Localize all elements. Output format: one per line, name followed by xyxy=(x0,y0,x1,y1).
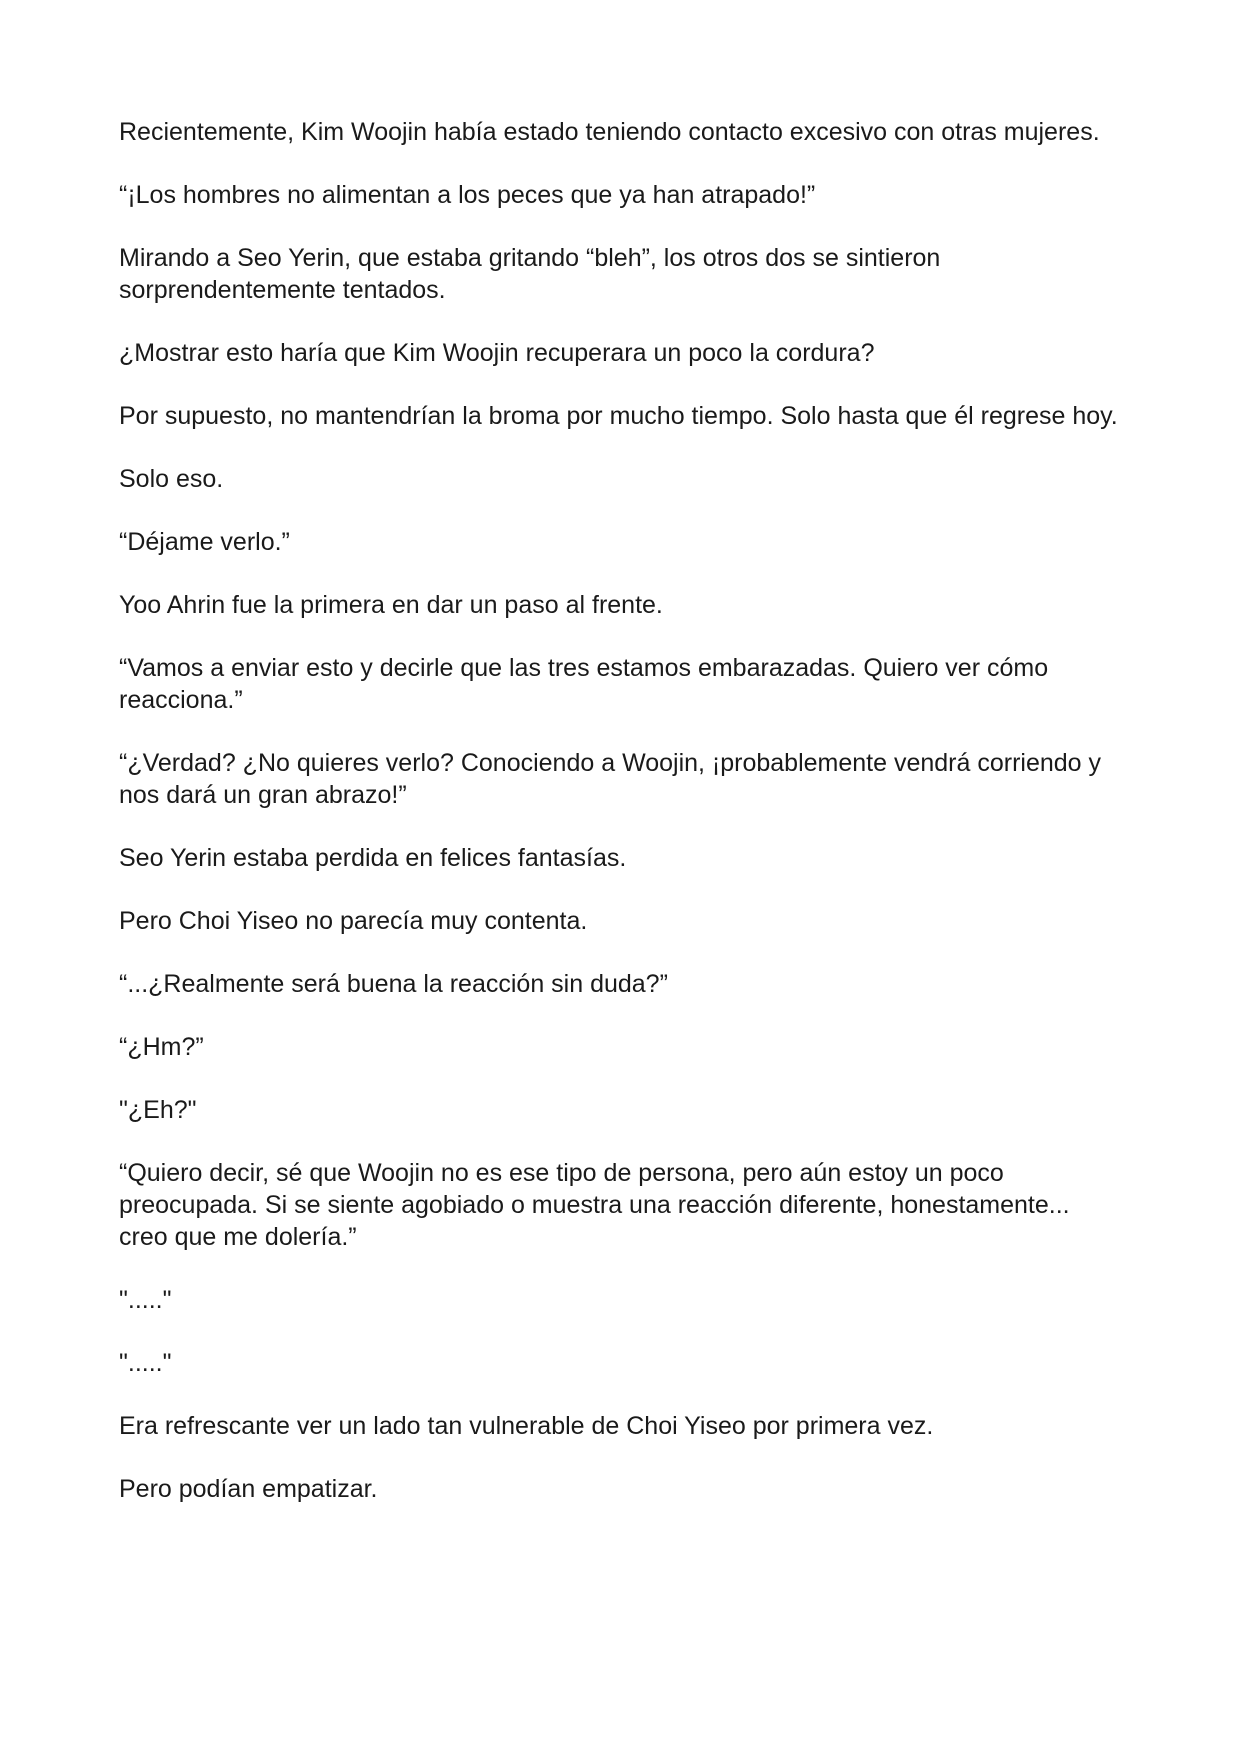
paragraph: “¡Los hombres no alimentan a los peces que ya han atrapado!” xyxy=(119,181,816,209)
paragraph: "....." xyxy=(119,1349,172,1377)
paragraph: Solo eso. xyxy=(119,465,224,493)
paragraph: Seo Yerin estaba perdida en felices fantasías. xyxy=(119,844,627,872)
paragraph: “...¿Realmente será buena la reacción sin duda?” xyxy=(119,970,668,998)
document-body xyxy=(119,116,1119,1536)
paragraph: Yoo Ahrin fue la primera en dar un paso al frente. xyxy=(119,591,663,619)
paragraph: “¿Hm?” xyxy=(119,1033,204,1061)
paragraph: ¿Mostrar esto haría que Kim Woojin recuperara un poco la cordura? xyxy=(119,339,875,367)
paragraph: Era refrescante ver un lado tan vulnerable de Choi Yiseo por primera vez. xyxy=(119,1412,934,1440)
paragraph: "¿Eh?" xyxy=(119,1096,197,1124)
paragraph: Pero podían empatizar. xyxy=(119,1475,378,1503)
paragraph: Recientemente, Kim Woojin había estado teniendo contacto excesivo con otras mujeres. xyxy=(119,118,1100,146)
paragraph: Pero Choi Yiseo no parecía muy contenta. xyxy=(119,907,588,935)
paragraph: Por supuesto, no mantendrían la broma por mucho tiempo. Solo hasta que él regrese hoy. xyxy=(119,402,1118,430)
paragraph: Mirando a Seo Yerin, que estaba gritando “bleh”, los otros dos se sintieron sorprendentemente tentados. xyxy=(119,244,941,304)
paragraph: “Déjame verlo.” xyxy=(119,528,290,556)
paragraph: "....." xyxy=(119,1286,172,1314)
paragraph: “Vamos a enviar esto y decirle que las tres estamos embarazadas. Quiero ver cómo reacciona.” xyxy=(119,654,1049,714)
paragraph: “¿Verdad? ¿No quieres verlo? Conociendo a Woojin, ¡probablemente vendrá corriendo y nos dará un gran abrazo!” xyxy=(119,749,1102,809)
paragraph: “Quiero decir, sé que Woojin no es ese tipo de persona, pero aún estoy un poco preocupada. Si se siente agobiado o muestra una reacción diferente, honestamente... creo que me dolería.” xyxy=(119,1159,1070,1251)
